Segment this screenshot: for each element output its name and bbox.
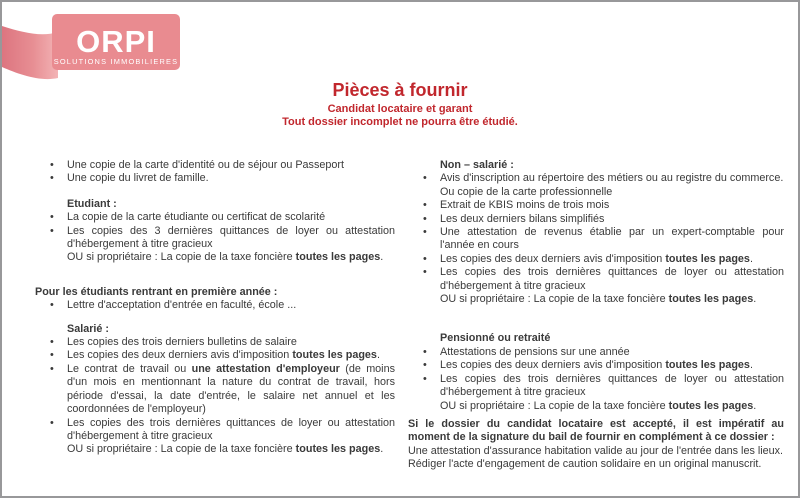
footer-paragraph: [408, 418, 784, 472]
section-heading: Etudiant :: [67, 197, 117, 210]
text-segment: Les copies des 3 dernières quittances de loyer ou attestation d'hébergement à titre gracieux: [67, 224, 395, 251]
text-segment: .: [749, 252, 753, 265]
text-segment: OU si propriétaire : La copie de la taxe foncière: [440, 293, 669, 306]
text-segment: Les copies des trois dernières quittances de loyer ou attestation d'hébergement à titre gracieux: [440, 266, 784, 292]
list-item: [408, 199, 784, 212]
section-heading: Pensionné ou retraité: [440, 332, 551, 345]
list-item: [35, 363, 395, 417]
bullet-list: [35, 336, 395, 457]
list-item: [408, 359, 784, 372]
text-segment: Les copies des trois dernières quittances de loyer ou attestation d'hébergement à titre gracieux: [67, 416, 395, 442]
bold-text-segment: toutes les pages: [292, 349, 377, 362]
text-segment: Les copies des deux derniers avis d'imposition: [440, 359, 666, 372]
list-item: [35, 299, 395, 312]
left-column: [35, 159, 395, 496]
bold-text-segment: toutes les pages: [668, 399, 754, 412]
text-segment: Une attestation de revenus établie par un expert-comptable pour l'année en cours: [440, 226, 784, 252]
text-segment: Avis d'inscription au répertoire des métiers ou au registre du commerce.: [440, 172, 784, 185]
list-item-text: [440, 172, 784, 185]
list-item: [35, 172, 395, 185]
paragraph-line: [408, 418, 784, 445]
list-item-text: [67, 225, 395, 252]
list-item-text: [67, 417, 395, 444]
bold-text-segment: toutes les pages: [665, 252, 750, 265]
ribbon-tail: [2, 26, 58, 79]
list-item-continuation: [440, 400, 784, 413]
list-item-text: [67, 211, 395, 224]
text-segment: Une copie de la carte d'identité ou de séjour ou Passeport: [67, 159, 344, 171]
logo-tagline-text: SOLUTIONS IMMOBILIERES: [53, 57, 179, 66]
text-segment: OU si propriétaire : La copie de la taxe foncière: [440, 399, 669, 412]
text-segment: Rédiger l'acte d'engagement de caution solidaire en un original manuscrit.: [408, 458, 762, 471]
document-body: [2, 159, 798, 496]
text-segment: Les copies des deux derniers avis d'imposition: [440, 252, 666, 265]
bullet-list: [35, 211, 395, 265]
bold-text-segment: toutes les pages: [668, 293, 754, 306]
spacer: [35, 313, 395, 323]
page-title: Pièces à fournir: [332, 80, 468, 100]
text-segment: Attestations de pensions sur une année: [440, 345, 630, 358]
list-item-text: [440, 213, 784, 226]
spacer: [35, 265, 395, 286]
text-segment: Une attestation d'assurance habitation valide au jour de l'entrée dans les lieux.: [408, 444, 784, 457]
text-segment: OU si propriétaire : La copie de la taxe foncière: [67, 251, 296, 264]
text-segment: Les copies des deux derniers avis d'imposition: [67, 349, 293, 362]
spacer: [35, 186, 395, 198]
list-item: [35, 225, 395, 265]
list-item: [408, 226, 784, 253]
right-column: [408, 159, 784, 496]
list-item-text: [440, 373, 784, 400]
text-segment: OU si propriétaire : La copie de la taxe foncière: [67, 443, 296, 456]
text-segment: Extrait de KBIS moins de trois mois: [440, 199, 610, 212]
bullet-list: [408, 172, 784, 306]
list-item: [35, 211, 395, 224]
list-item: [408, 266, 784, 306]
text-segment: Lettre d'acceptation d'entrée en faculté, école ...: [67, 299, 297, 312]
text-segment: Une copie du livret de famille.: [67, 172, 209, 185]
incomplete-file-notice: Tout dossier incomplet ne pourra être étudié.: [282, 116, 518, 128]
paragraph-line: [408, 458, 784, 471]
list-item: [35, 336, 395, 349]
text-segment: Les copies des trois derniers bulletins de salaire: [67, 336, 297, 349]
text-segment: .: [376, 349, 380, 362]
bullet-list: [408, 346, 784, 413]
list-item-text: [440, 253, 784, 266]
list-item-text: [440, 346, 784, 359]
list-item: [408, 172, 784, 199]
list-item-continuation: [440, 293, 784, 306]
text-segment: .: [380, 443, 384, 456]
list-item-text: [440, 199, 784, 212]
logo-brand-text: ORPI: [76, 24, 156, 59]
bold-text-segment: toutes les pages: [295, 251, 381, 264]
bold-text-segment: une attestation d'employeur: [191, 362, 340, 375]
text-segment: Ou copie de la carte professionnelle: [440, 185, 613, 198]
list-item-text: [440, 226, 784, 253]
list-item: [35, 349, 395, 362]
list-item: [408, 253, 784, 266]
list-item-text: [67, 363, 395, 417]
list-item: [408, 213, 784, 226]
orpi-logo: [2, 6, 192, 86]
section-heading: Non – salarié :: [440, 159, 514, 171]
page-subtitle: Candidat locataire et garant: [327, 103, 473, 115]
list-item-text: [67, 336, 395, 349]
ribbon-banner-icon: [2, 6, 192, 86]
list-item-text: [67, 159, 395, 172]
text-segment: .: [749, 359, 753, 372]
text-segment: Le contrat de travail ou: [67, 362, 192, 375]
spacer: [408, 306, 784, 332]
list-item-continuation: [67, 251, 395, 264]
bold-text-segment: Si le dossier du candidat locataire est accepté, il est impératif au moment de la signature du bail de fournir en complément à ce dossier :: [408, 417, 784, 444]
list-item-text: [440, 359, 784, 372]
bullet-list: [35, 299, 395, 312]
list-item-continuation: [67, 443, 395, 456]
list-item-text: [67, 299, 395, 312]
list-item-continuation: [440, 186, 784, 199]
text-segment: La copie de la carte étudiante ou certificat de scolarité: [67, 211, 326, 224]
text-segment: .: [380, 251, 384, 264]
text-segment: .: [753, 293, 757, 306]
list-item-text: [67, 172, 395, 185]
list-item: [408, 346, 784, 359]
list-item: [35, 417, 395, 457]
bold-text-segment: toutes les pages: [665, 359, 750, 372]
bullet-list: [35, 159, 395, 186]
list-item-text: [67, 349, 395, 362]
text-segment: .: [753, 399, 757, 412]
list-item: [35, 159, 395, 172]
list-item: [408, 373, 784, 413]
section-heading: Pour les étudiants rentrant en première année :: [35, 285, 278, 298]
text-segment: (de moins d'un mois en mentionnant la nature du contrat de travail, hors période d'essai, la date d'entrée, le salaire net annuel et les coordonnées de l'employeur): [67, 362, 395, 416]
list-item-text: [440, 266, 784, 293]
text-segment: Les deux derniers bilans simplifiés: [440, 212, 605, 225]
bold-text-segment: toutes les pages: [295, 443, 381, 456]
section-heading: Salarié :: [67, 322, 110, 335]
paragraph-line: [408, 445, 784, 458]
text-segment: Les copies des trois dernières quittances de loyer ou attestation d'hébergement à titre gracieux: [440, 372, 784, 399]
